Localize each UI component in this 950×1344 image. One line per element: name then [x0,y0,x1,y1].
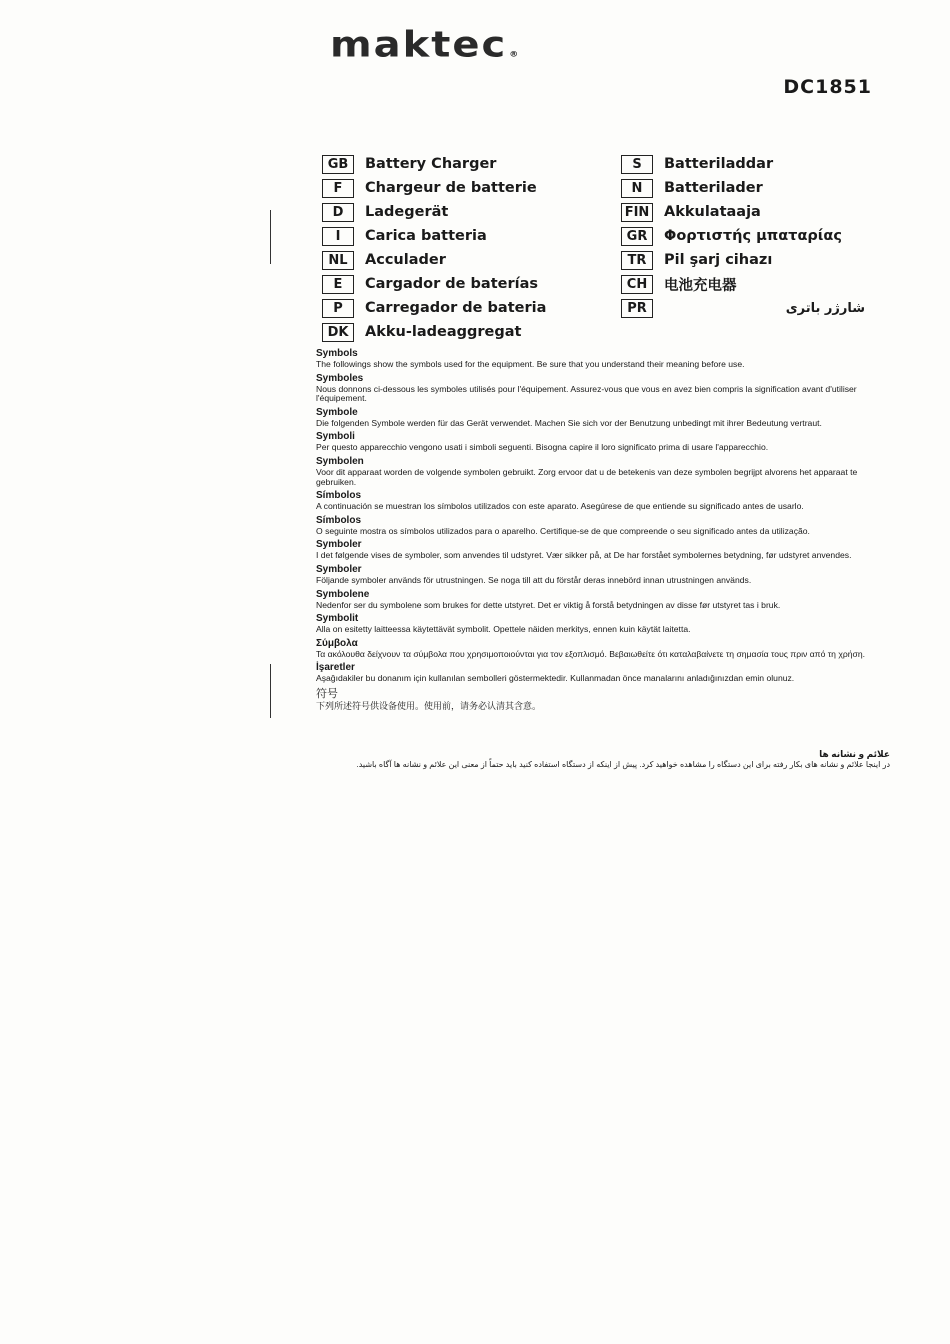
language-code-box: E [322,275,354,294]
symbols-description: Nedenfor ser du symbolene som brukes for dette utstyret. Det er viktig å forstå betydningen av disse før utstyret tas i bruk. [316,599,781,610]
language-code-box: CH [621,275,653,294]
symbols-heading: Σύμβολα [316,637,358,649]
symbols-description: Per questo apparecchio vengono usati i simboli seguenti. Bisogna capire il loro significato prima di usare l'apparecchio. [316,442,769,453]
symbols-heading: Symbols [316,348,358,359]
symbols-heading: Symboler [316,563,362,575]
language-row [621,272,871,296]
symbols-description: Nous donnons ci-dessous les symboles utilisés pour l'équipement. Assurez-vous que vous en avez bien compris la signification avant d'utiliser l'équipement. [316,383,857,404]
product-name: Carica batteria [365,228,487,244]
language-row [621,248,871,272]
registered-mark: ® [509,50,521,60]
language-row [322,272,546,296]
language-row [322,224,546,248]
brand-logo [330,24,520,65]
persian-symbols-text: در اینجا علائم و نشانه های بکار رفته برای این دستگاه را مشاهده خواهید کرد. پیش از اینکه از دستگاه استفاده کنید باید حتماً از معنی این علائم و نشانه ها آگاه باشید. [356,760,890,769]
product-name: Carregador de bateria [365,300,547,316]
symbols-description: Τα ακόλουθα δείχνουν τα σύμβολα που χρησιμοποιούνται για τον εξοπλισμό. Βεβαιωθείτε ότι καταλαβαίνετε τη σημασία τους πριν από τη χρήση. [316,648,865,659]
margin-mark-top [270,210,271,264]
product-name: Chargeur de batterie [365,180,537,196]
symbols-heading: Symboler [316,539,362,551]
symbols-description: A continuación se muestran los símbolos utilizados con este aparato. Asegúrese de que entiende su significado antes de usarlo. [316,501,804,512]
language-row [322,200,546,224]
product-name: Akku-ladeaggregat [365,324,522,340]
language-code-box: I [322,227,354,246]
symbols-description: 下列所述符号供设备使用。使用前，请务必认清其含意。 [316,701,542,712]
symbols-heading: Symbolen [316,455,364,467]
brand-name: maktec [330,24,508,66]
language-code-box: GR [621,227,653,246]
language-code-box: D [322,203,354,222]
language-row [322,152,546,176]
symbols-description: Die folgenden Symbole werden für das Gerät verwendet. Machen Sie sich vor der Benutzung unbedingt mit ihrer Bedeutung vertraut. [316,417,822,428]
symbols-heading: İşaretler [316,662,355,674]
product-name: 电池充电器 [664,277,737,294]
symbols-heading: Símbolos [316,490,362,502]
language-code-box: GB [322,155,354,174]
language-code-box: N [621,179,653,198]
symbols-description: O seguinte mostra os símbolos utilizados para o aparelho. Certifique-se de que compreende o seu significado antes da utilização. [316,525,810,536]
language-row [322,296,546,320]
language-row [322,248,546,272]
language-row [621,152,871,176]
symbols-description: Aşağıdakiler bu donanım için kullanılan sembolleri göstermektedir. Kullanmadan önce manalarını anladığınızdan emin olunuz. [316,673,795,684]
language-row [322,320,546,344]
symbols-heading: Symbolit [316,613,359,625]
language-code-box: PR [621,299,653,318]
margin-mark-bottom [270,664,271,718]
product-name: Pil şarj cihazı [664,252,773,268]
symbols-description: Voor dit apparaat worden de volgende symbolen gebruikt. Zorg ervoor dat u de betekenis van deze symbolen begrijpt alvorens het apparaat te gebruiken. [316,466,858,487]
language-code-box: P [322,299,354,318]
language-code-box: S [621,155,653,174]
symbols-description: Alla on esitetty laitteessa käytettävät symbolit. Opettele näiden merkitys, ennen kuin käytät laitetta. [316,624,691,635]
product-name: Akkulataaja [664,204,761,220]
language-row [621,176,871,200]
symbols-section [316,348,896,716]
language-code-box: DK [322,323,354,342]
symbols-description: Följande symboler används för utrustningen. Se noga till att du förstår deras innebörd innan utrustningen används. [316,574,752,585]
language-row [621,224,871,248]
symbols-heading: Symbole [316,406,358,418]
product-name: شارژر باتری [785,300,865,316]
language-row [322,176,546,200]
product-name: Batteriladdar [664,156,774,172]
symbols-description: I det følgende vises de symboler, som anvendes til udstyret. Vær sikker på, at De har forstået symbolernes betydning, før udstyret anvendes. [316,550,852,561]
symbols-heading: Symboles [316,372,364,384]
language-code-box: NL [322,251,354,270]
product-name: Acculader [365,252,446,268]
symbols-heading: Símbolos [316,514,362,526]
persian-symbols-title: علائم و نشانه ها [819,749,890,759]
symbols-heading: Symboli [316,431,355,443]
language-code-box: FIN [621,203,653,222]
model-number: DC1851 [783,76,872,98]
product-name: Cargador de baterías [365,276,539,292]
language-code-box: TR [621,251,653,270]
product-name: Φορτιστής μπαταρίας [664,228,842,244]
product-name: Ladegerät [365,204,449,220]
product-name: Batterilader [664,180,763,196]
language-row [621,296,871,320]
persian-symbols-section [316,748,890,773]
language-code-box: F [322,179,354,198]
language-list-right [621,152,871,320]
symbols-description: The followings show the symbols used for the equipment. Be sure that you understand their meaning before use. [316,359,745,369]
product-name: Battery Charger [365,156,497,172]
symbols-heading: Symbolene [316,588,370,600]
symbols-heading: 符号 [316,686,338,700]
language-row [621,200,871,224]
language-list-left [322,152,546,344]
